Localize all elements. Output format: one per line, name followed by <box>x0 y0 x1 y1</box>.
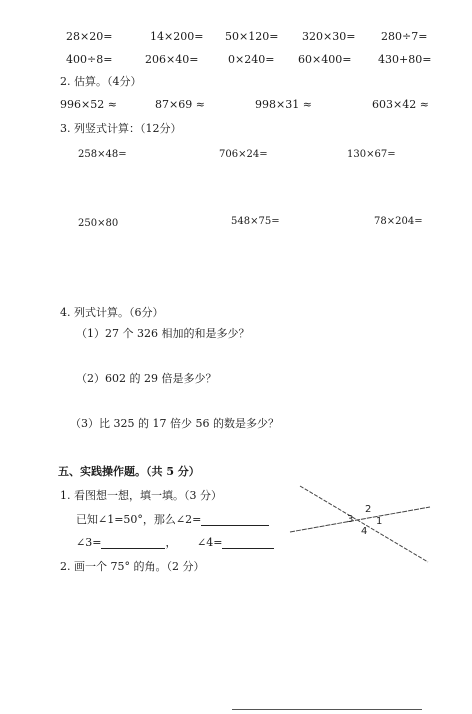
formula-heading: 4. 列式计算。（6分） <box>60 306 164 319</box>
label-3: 3 <box>347 514 354 525</box>
bottom-rule <box>232 709 422 710</box>
section5-q1: 1. 看图想一想，填一填。（3 分） <box>60 489 222 502</box>
formula-q1: （1）27 个 326 相加的和是多少？ <box>76 327 250 340</box>
estimate-2: 87×69 ≈ <box>155 98 205 111</box>
vertical-r2-3: 78×204= <box>374 216 423 227</box>
vertical-r1-1: 258×48= <box>78 149 127 160</box>
oral-r2-3: 0×240= <box>228 53 275 66</box>
oral-r2-5: 430+80= <box>378 53 432 66</box>
angle4-prompt <box>197 536 274 549</box>
vertical-r2-1: 250×80 <box>78 218 119 229</box>
vertical-r2-2: 548×75= <box>231 216 280 227</box>
formula-q2: （2）602 的 29 倍是多少？ <box>76 372 217 385</box>
oral-r2-4: 60×400= <box>298 53 352 66</box>
intersecting-lines-diagram <box>286 484 436 568</box>
estimate-3: 998×31 ≈ <box>255 98 312 111</box>
oral-r2-1: 400÷8= <box>66 53 113 66</box>
angle3-prompt <box>76 536 176 549</box>
oral-r1-4: 320×30= <box>302 30 356 43</box>
oral-r1-3: 50×120= <box>225 30 279 43</box>
vertical-heading: 3. 列竖式计算：（12分） <box>60 122 182 135</box>
line-b <box>290 507 430 532</box>
angle3-blank[interactable] <box>101 538 165 549</box>
vertical-r1-3: 130×67= <box>347 149 396 160</box>
angle4-text: ∠4= <box>197 536 223 549</box>
section5-heading: 五、实践操作题。（共 5 分） <box>58 465 200 478</box>
label-2: 2 <box>365 504 372 515</box>
estimate-1: 996×52 ≈ <box>60 98 117 111</box>
angle2-prompt <box>76 513 269 526</box>
vertical-r1-2: 706×24= <box>219 149 268 160</box>
label-1: 1 <box>376 516 383 527</box>
comma: ， <box>165 536 177 549</box>
estimate-heading: 2. 估算。（4分） <box>60 75 142 88</box>
oral-r1-2: 14×200= <box>150 30 204 43</box>
line-a <box>300 486 428 562</box>
oral-r2-2: 206×40= <box>145 53 199 66</box>
label-4: 4 <box>361 526 368 537</box>
formula-q3: （3）比 325 的 17 倍少 56 的数是多少？ <box>70 417 279 430</box>
oral-r1-5: 280÷7= <box>381 30 428 43</box>
angle2-blank[interactable] <box>201 515 269 526</box>
angle4-blank[interactable] <box>222 538 274 549</box>
angle2-text: 已知∠1=50°，那么∠2= <box>76 513 202 526</box>
section5-q2: 2. 画一个 75° 的角。（2 分） <box>60 560 205 573</box>
oral-r1-1: 28×20= <box>66 30 113 43</box>
estimate-4: 603×42 ≈ <box>372 98 429 111</box>
angle3-text: ∠3= <box>76 536 102 549</box>
